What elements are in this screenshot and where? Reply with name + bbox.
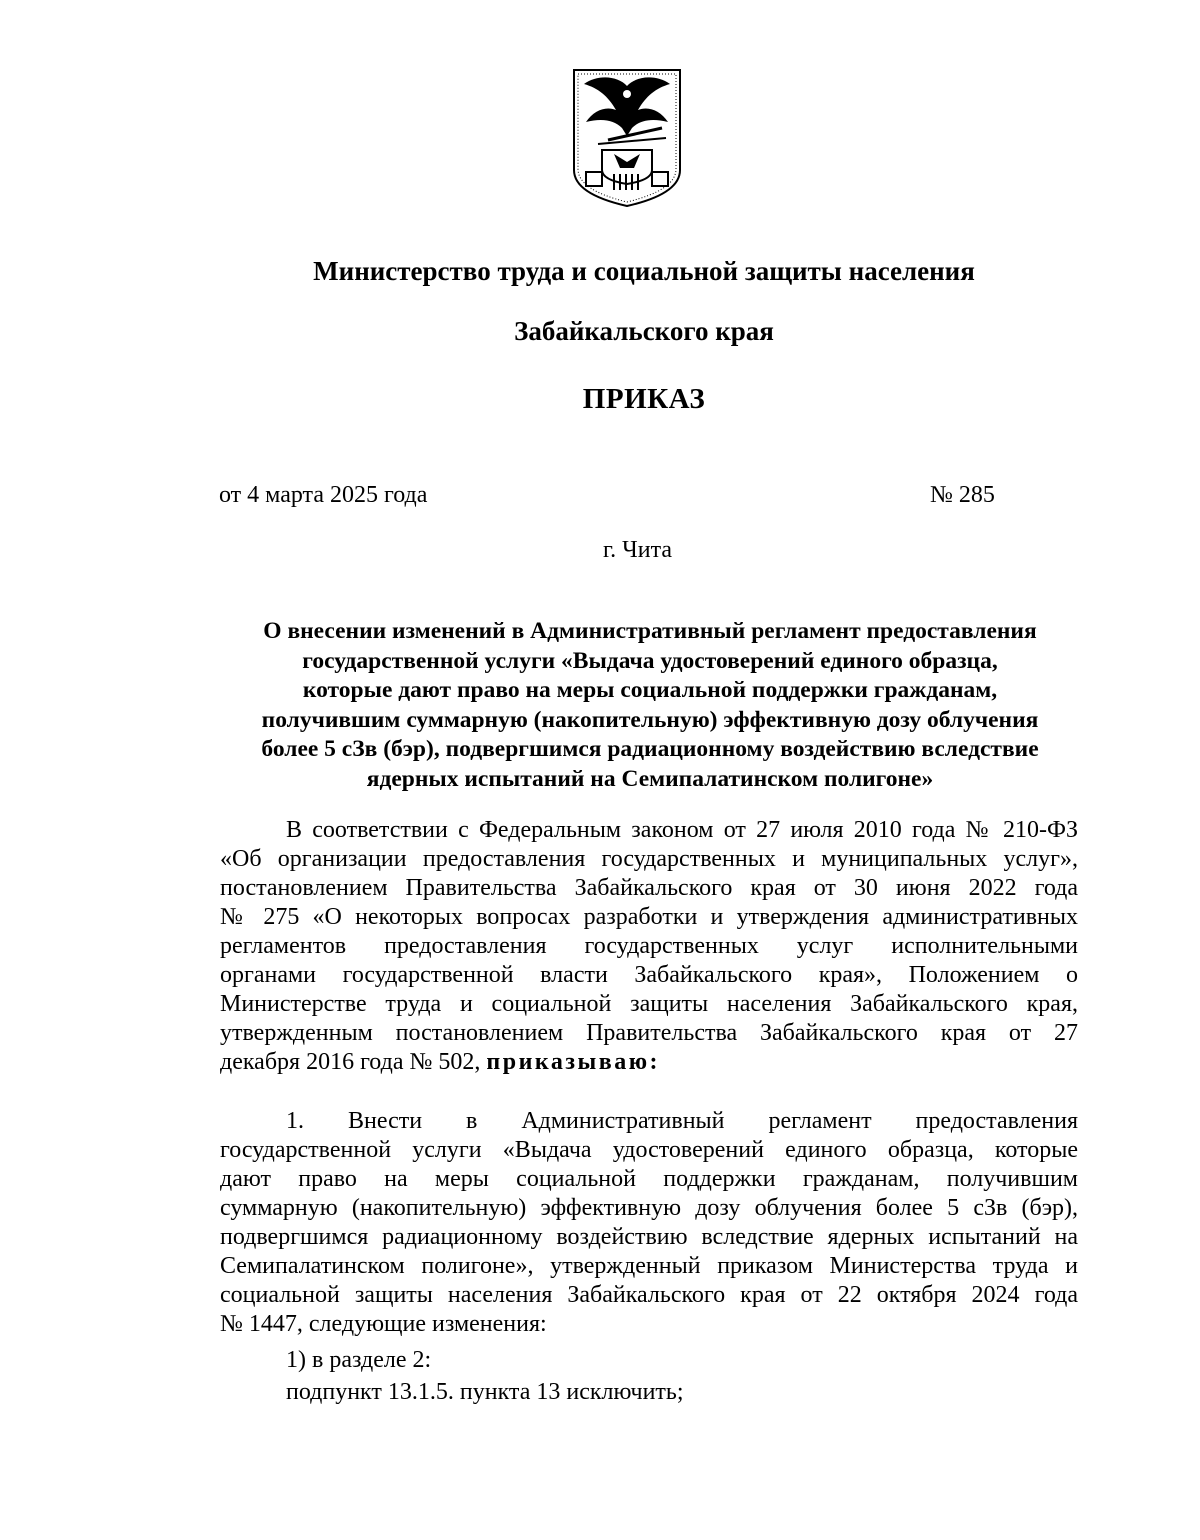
order-number: № 285: [930, 482, 995, 508]
item-1-line: № 1447, следующие изменения:: [220, 1311, 547, 1337]
preamble-line: Министерстве труда и социальной защиты населения Забайкальского края,: [220, 991, 1078, 1017]
preamble-line: № 275 «О некоторых вопросах разработки и утверждения административных: [220, 904, 1078, 930]
preamble-paragraph: [220, 816, 1078, 1077]
preamble-line: В соответствии с Федеральным законом от 27 июля 2010 года № 210-ФЗ: [286, 817, 1078, 843]
coat-of-arms-emblem: [568, 66, 686, 208]
preamble-line: органами государственной власти Забайкальского края», Положением о: [220, 962, 1078, 988]
preamble-line: постановлением Правительства Забайкальского края от 30 июня 2022 года: [220, 875, 1078, 901]
item-1-line: социальной защиты населения Забайкальского края от 22 октября 2024 года: [220, 1282, 1078, 1308]
order-date: от 4 марта 2025 года: [219, 482, 428, 508]
preamble-line: утвержденным постановлением Правительства Забайкальского края от 27: [220, 1020, 1078, 1046]
preamble-line: регламентов предоставления государственных услуг исполнительными: [220, 933, 1078, 959]
subject-line: которые дают право на меры социальной поддержки гражданам,: [302, 677, 998, 703]
subject-line: более 5 сЗв (бэр), подвергшимся радиационному воздействию вследствие: [261, 736, 1039, 762]
preamble-last-text: декабря 2016 года № 502,: [220, 1049, 487, 1075]
subject-line: получившим суммарную (накопительную) эффективную дозу облучения: [261, 706, 1039, 733]
order-city: г. Чита: [603, 537, 673, 563]
item-1-line: Семипалатинском полигоне», утвержденный приказом Министерства труда и: [220, 1253, 1078, 1279]
subject-line: ядерных испытаний на Семипалатинском полигоне»: [366, 765, 934, 792]
item-1-line: дают право на меры социальной поддержки гражданам, получившим: [220, 1166, 1078, 1192]
subitem-1: [220, 1346, 1078, 1375]
subitem-1-heading: 1) в разделе 2:: [286, 1347, 432, 1373]
ministry-name-line1: Министерство труда и социальной защиты населения: [313, 256, 975, 286]
subject-line: государственной услуги «Выдача удостоверений единого образца,: [302, 647, 998, 674]
subitem-1-text: подпункт 13.1.5. пункта 13 исключить;: [286, 1379, 684, 1405]
preamble-last-line: [220, 1048, 1078, 1077]
item-1-line: государственной услуги «Выдача удостоверений единого образца, которые: [220, 1137, 1078, 1163]
item-1-line: суммарную (накопительную) эффективную дозу облучения более 5 сЗв (бэр),: [220, 1195, 1078, 1221]
item-1-line: подвергшимся радиационному воздействию вследствие ядерных испытаний на: [220, 1224, 1078, 1250]
order-subject: [222, 617, 1078, 794]
order-verb: приказываю:: [486, 1049, 661, 1075]
document-type-title: ПРИКАЗ: [582, 383, 706, 415]
item-1-line: 1. Внести в Административный регламент предоставления: [286, 1108, 1078, 1134]
ministry-name-line2: Забайкальского края: [514, 316, 774, 346]
subject-line: О внесении изменений в Административный регламент предоставления: [263, 618, 1037, 644]
subitem-1-body: [220, 1378, 1078, 1407]
item-1-paragraph: [220, 1107, 1078, 1339]
preamble-line: «Об организации предоставления государственных и муниципальных услуг»,: [220, 846, 1078, 872]
